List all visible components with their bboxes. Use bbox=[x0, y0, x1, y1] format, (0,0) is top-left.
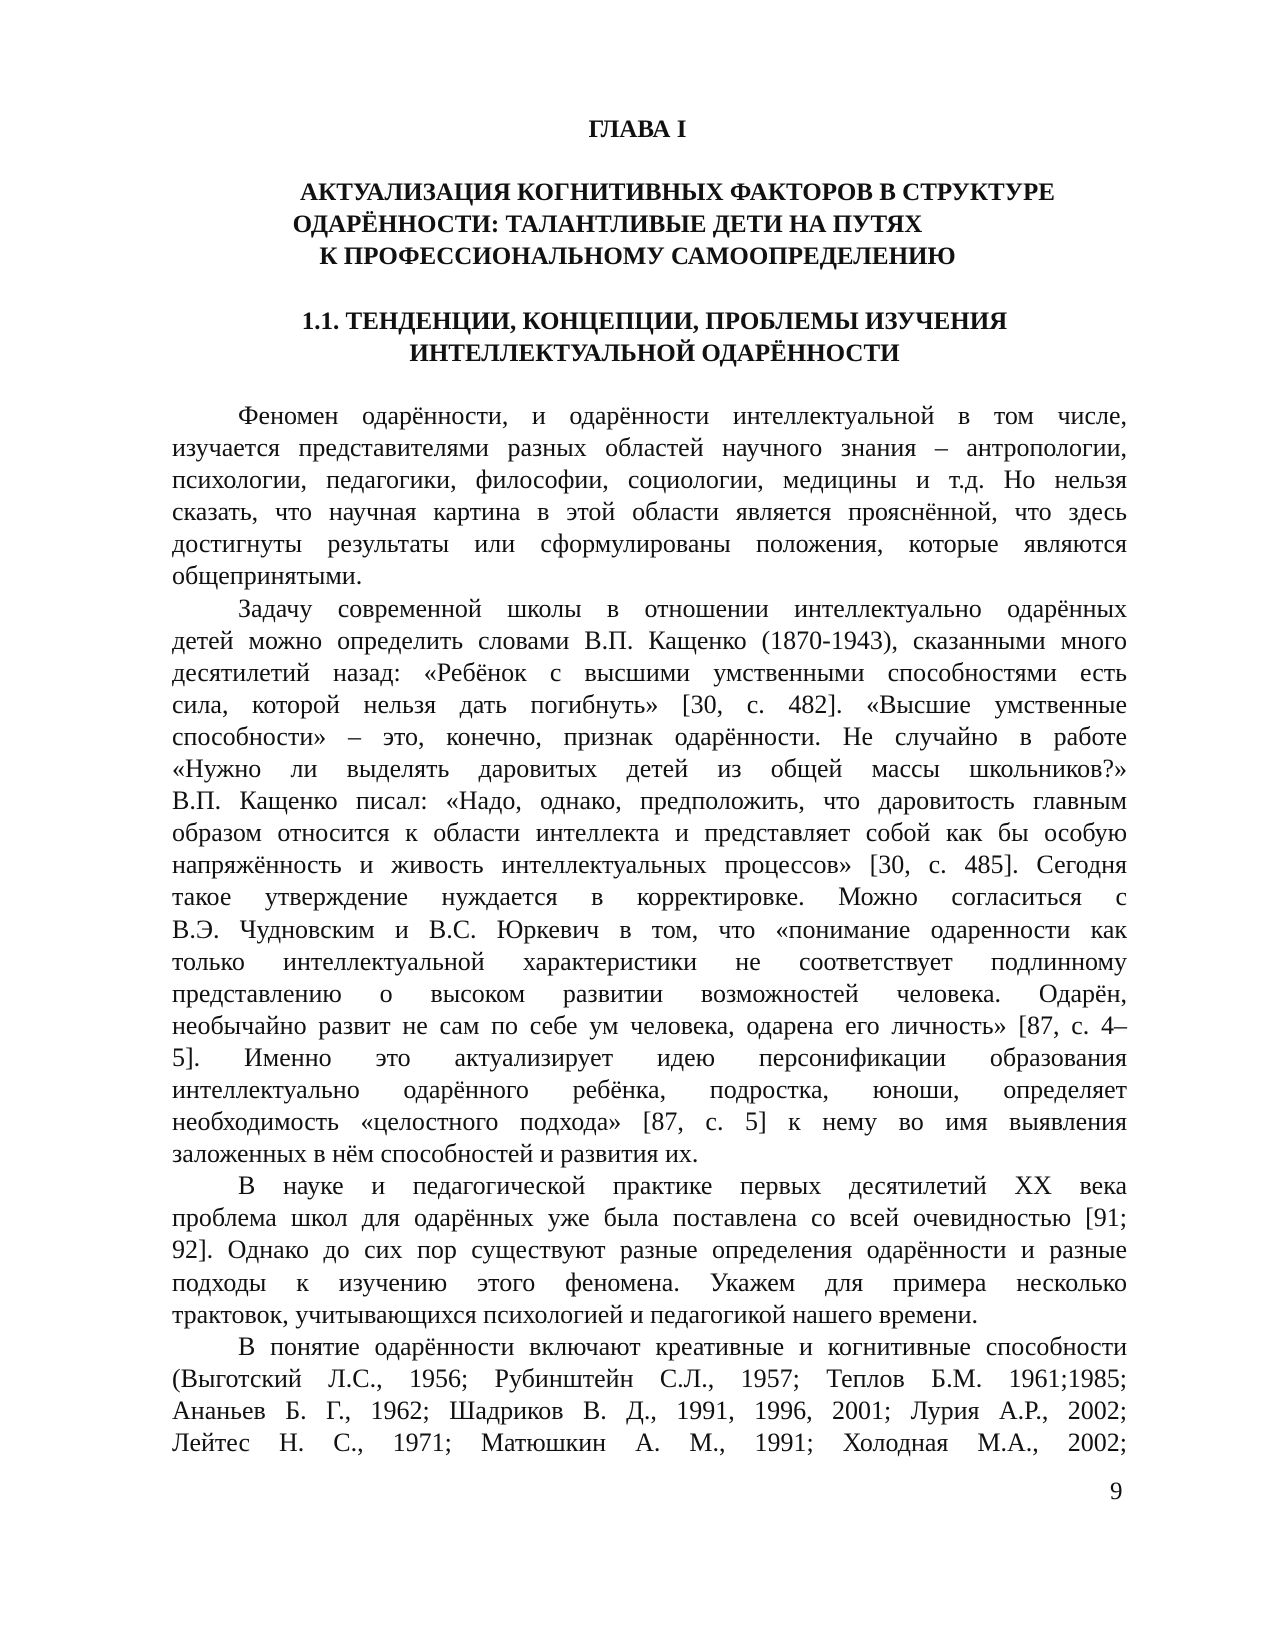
paragraph-line: В.П. Кащенко писал: «Надо, однако, предположить, что даровитость главным bbox=[172, 786, 1127, 816]
paragraph-line: достигнуты результаты или сформулированы положения, которые являются bbox=[172, 529, 1127, 559]
paragraph-line: необходимость «целостного подхода» [87, с. 5] к нему во имя выявления bbox=[172, 1107, 1127, 1137]
paragraph-line: Феномен одарённости, и одарённости интеллектуальной в том числе, bbox=[238, 401, 1127, 430]
chapter-title-line: К ПРОФЕССИОНАЛЬНОМУ САМООПРЕДЕЛЕНИЮ bbox=[319, 243, 956, 270]
section-title-line: 1.1. ТЕНДЕНЦИИ, КОНЦЕПЦИИ, ПРОБЛЕМЫ ИЗУЧЕНИЯ bbox=[301, 308, 1008, 335]
paragraph-line: Задачу современной школы в отношении интеллектуально одарённых bbox=[238, 593, 1127, 623]
chapter-number: ГЛАВА I bbox=[588, 116, 687, 143]
paragraph-line: В.Э. Чудновским и В.С. Юркевич в том, что «понимание одаренности как bbox=[172, 914, 1127, 944]
paragraph-line: необычайно развит не сам по себе ум человека, одарена его личность» [87, с. 4– bbox=[172, 1010, 1127, 1040]
paragraph-line: 92]. Однако до сих пор существуют разные определения одарённости и разные bbox=[172, 1235, 1127, 1265]
paragraph-line: В науке и педагогической практике первых десятилетий XX века bbox=[238, 1171, 1127, 1201]
paragraph-line: «Нужно ли выделять даровитых детей из общей массы школьников?» bbox=[172, 754, 1127, 784]
paragraph-line: Лейтес Н. С., 1971; Матюшкин А. М., 1991; Холодная М.А., 2002; bbox=[172, 1428, 1127, 1457]
paragraph-line: сила, которой нельзя дать погибнуть» [30, с. 482]. «Высшие умственные bbox=[172, 689, 1127, 719]
chapter-title-line: ОДАРЁННОСТИ: ТАЛАНТЛИВЫЕ ДЕТИ НА ПУТЯХ bbox=[292, 211, 923, 238]
paragraph-line: (Выготский Л.С., 1956; Рубинштейн С.Л., 1957; Теплов Б.М. 1961;1985; bbox=[172, 1363, 1127, 1393]
paragraph-line: общепринятыми. bbox=[172, 561, 363, 591]
paragraph-line: Ананьев Б. Г., 1962; Шадриков В. Д., 1991, 1996, 2001; Лурия А.Р., 2002; bbox=[172, 1395, 1127, 1425]
paragraph-line: интеллектуально одарённого ребёнка, подростка, юноши, определяет bbox=[172, 1074, 1127, 1104]
paragraph-line: В понятие одарённости включают креативные и когнитивные способности bbox=[238, 1331, 1127, 1361]
paragraph-line: подходы к изучению этого феномена. Укажем для примера несколько bbox=[172, 1267, 1127, 1297]
paragraph-line: трактовок, учитывающихся психологией и педагогикой нашего времени. bbox=[172, 1299, 978, 1329]
paragraph-line: способности» – это, конечно, признак одарённости. Не случайно в работе bbox=[172, 721, 1127, 751]
paragraph-line: десятилетий назад: «Ребёнок с высшими умственными способностями есть bbox=[172, 657, 1127, 687]
paragraph-line: заложенных в нём способностей и развития их. bbox=[172, 1139, 699, 1169]
paragraph-line: психологии, педагогики, философии, социологии, медицины и т.д. Но нельзя bbox=[172, 465, 1127, 495]
paragraph-line: изучается представителями разных областей научного знания – антропологии, bbox=[172, 433, 1127, 463]
paragraph-line: такое утверждение нуждается в корректировке. Можно согласиться с bbox=[172, 882, 1127, 912]
section-title-line: ИНТЕЛЛЕКТУАЛЬНОЙ ОДАРЁННОСТИ bbox=[409, 340, 900, 367]
body-text bbox=[172, 400, 1127, 1459]
page-number: 9 bbox=[1110, 1478, 1123, 1505]
paragraph-line: образом относится к области интеллекта и представляет собой как бы особую bbox=[172, 818, 1127, 848]
paragraph-line: детей можно определить словами В.П. Кащенко (1870-1943), сказанными много bbox=[172, 625, 1127, 655]
paragraph-line: 5]. Именно это актуализирует идею персонификации образования bbox=[172, 1042, 1127, 1072]
paragraph-line: представлению о высоком развитии возможностей человека. Одарён, bbox=[172, 978, 1127, 1008]
chapter-title-line: АКТУАЛИЗАЦИЯ КОГНИТИВНЫХ ФАКТОРОВ В СТРУКТУРЕ bbox=[300, 179, 1055, 206]
paragraph-line: напряжённость и живость интеллектуальных процессов» [30, с. 485]. Сегодня bbox=[172, 850, 1127, 880]
paragraph-line: сказать, что научная картина в этой области является прояснённой, что здесь bbox=[172, 497, 1127, 527]
paragraph-line: проблема школ для одарённых уже была поставлена со всей очевидностью [91; bbox=[172, 1203, 1127, 1233]
paragraph-line: только интеллектуальной характеристики не соответствует подлинному bbox=[172, 946, 1127, 976]
